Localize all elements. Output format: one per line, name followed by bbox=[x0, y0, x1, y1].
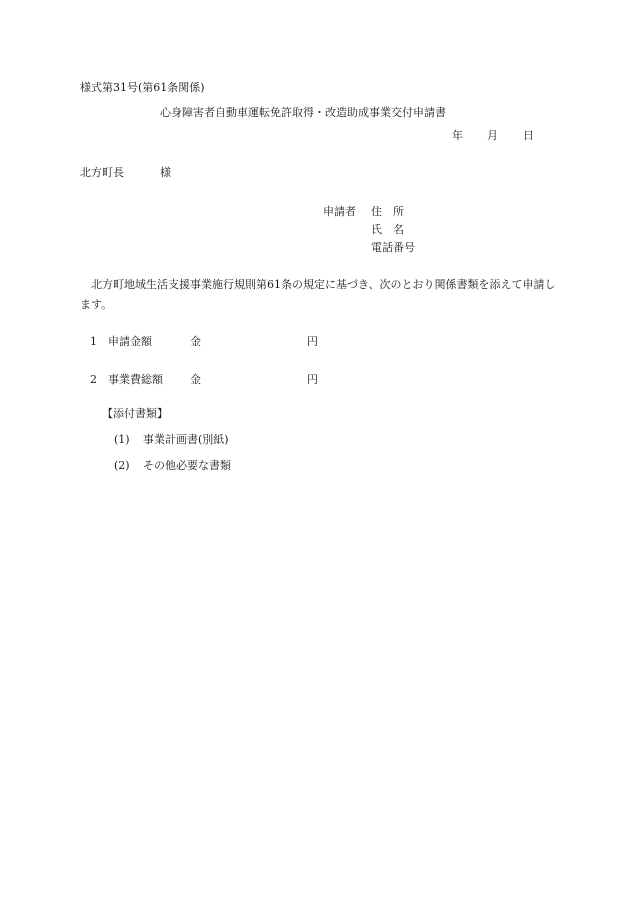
applicant-name-label: 氏 名 bbox=[371, 223, 404, 236]
attachment-item: その他必要な書類 bbox=[143, 459, 231, 472]
attachment-number: (2) bbox=[114, 459, 130, 472]
addressee-name: 北方町長 bbox=[80, 166, 124, 179]
item-amount-unit: 円 bbox=[307, 335, 318, 348]
attachment-number: (1) bbox=[114, 433, 130, 446]
item-label-application-amount: 申請金額 bbox=[108, 335, 152, 348]
item-amount-prefix: 金 bbox=[190, 335, 201, 348]
item-label-total-cost: 事業費総額 bbox=[108, 373, 163, 386]
item-number: 1 bbox=[90, 335, 97, 348]
date-month-label: 月 bbox=[487, 129, 498, 142]
applicant-phone-label: 電話番号 bbox=[371, 241, 415, 254]
addressee-honorific: 様 bbox=[160, 166, 171, 179]
item-number: 2 bbox=[90, 373, 97, 386]
form-number: 様式第31号(第61条関係) bbox=[80, 81, 205, 94]
applicant-label: 申請者 bbox=[323, 205, 356, 218]
item-amount-unit: 円 bbox=[307, 373, 318, 386]
body-paragraph: 北方町地域生活支援事業施行規則第61条の規定に基づき、次のとおり関係書類を添えて申請します。 bbox=[80, 278, 556, 311]
attachments-heading: 【添付書類】 bbox=[102, 407, 168, 420]
attachment-item: 事業計画書(別紙) bbox=[143, 433, 229, 446]
date-year-label: 年 bbox=[452, 129, 463, 142]
applicant-address-label: 住 所 bbox=[371, 205, 404, 218]
document-title: 心身障害者自動車運転免許取得・改造助成事業交付申請書 bbox=[160, 106, 446, 119]
date-day-label: 日 bbox=[523, 129, 534, 142]
item-amount-prefix: 金 bbox=[190, 373, 201, 386]
